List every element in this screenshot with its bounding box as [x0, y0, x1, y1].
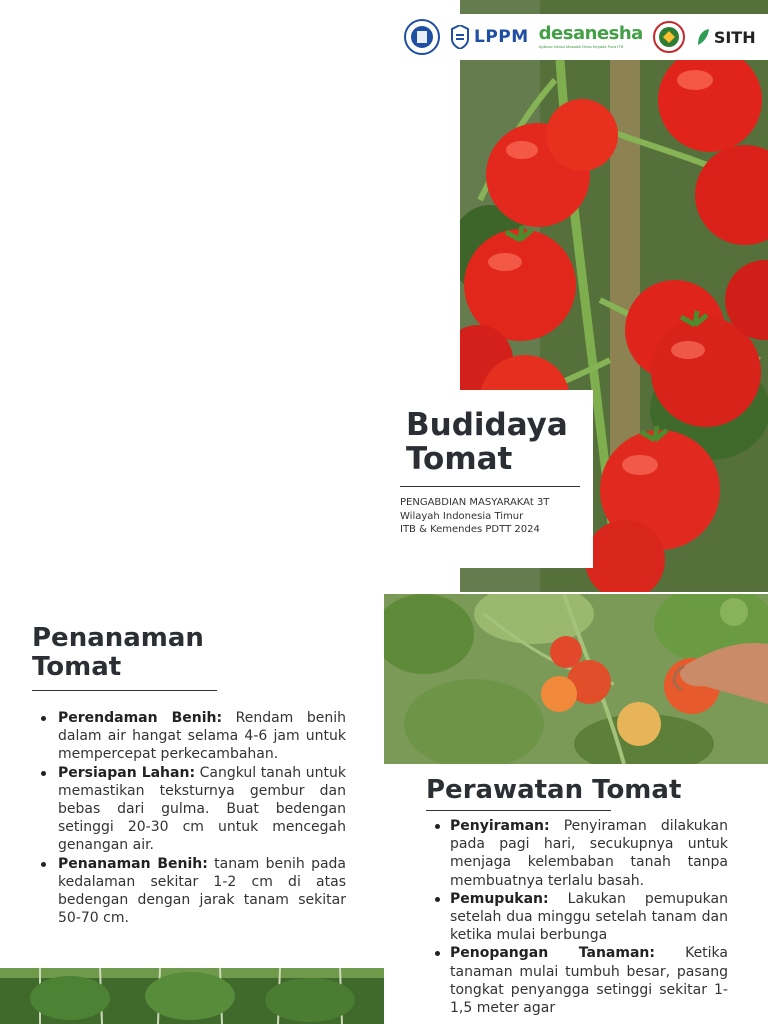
itb-seal-logo: [404, 19, 440, 55]
sith-leaf-icon: [695, 27, 711, 47]
list-item-text: tanam benih pada kedalaman sekitar 1-2 cm di atas bedengan dengan jarak tanam sekitar 50-70 cm.: [58, 855, 346, 927]
lppm-emblem-icon: [450, 25, 470, 49]
list-item-label: Penyiraman:: [450, 818, 550, 834]
list-item-text: Rendam benih dalam air hangat selama 4-6 jam untuk mempercepat perkecambahan.: [58, 710, 347, 763]
perawatan-section: [426, 774, 728, 1017]
desanesha-logo-tagline: Aplikasi Inklusi Masalah Desa Kepada Para ITB: [538, 44, 624, 49]
list-item: [426, 817, 728, 890]
penanaman-heading: [32, 624, 346, 682]
field-photo: [0, 968, 384, 1024]
list-item: [32, 855, 346, 928]
page-title-line1: Budidaya: [406, 407, 568, 443]
list-item-label: Penanaman Benih:: [58, 855, 208, 872]
list-item-text: Penyiraman dilakukan pada pagi hari, secukupnya untuk menjaga kelembaban tanah tanpa membuatnya terlalu basah.: [450, 818, 728, 889]
partner-emblem-logo: [653, 21, 685, 53]
penanaman-divider: [32, 690, 217, 691]
penanaman-section: [32, 624, 346, 927]
subtitle-line1: PENGABDIAN MASYARAKAt 3T: [400, 497, 550, 508]
perawatan-divider: [426, 810, 611, 811]
desanesha-logo: [539, 25, 643, 49]
harvest-photo: [384, 594, 768, 764]
subtitle-line2: Wilayah Indonesia Timur: [400, 510, 524, 522]
lppm-logo: [450, 25, 529, 49]
list-item-label: Penopangan Tanaman:: [450, 945, 655, 962]
list-item-label: Perendaman Benih:: [58, 710, 223, 726]
lppm-logo-text: LPPM: [474, 27, 529, 47]
penanaman-list: [32, 709, 346, 927]
page-title-line2: Tomat: [406, 441, 513, 477]
desanesha-logo-text: desanesha: [538, 23, 643, 44]
title-subtitle: [400, 496, 585, 537]
penanaman-heading-line1: Penanaman: [32, 623, 204, 653]
penanaman-heading-line2: Tomat: [32, 652, 122, 682]
sith-logo: [695, 27, 756, 47]
list-item-text: Lakukan pemupukan setelah dua minggu setelah tanam dan ketika mulai berbunga: [450, 890, 728, 944]
perawatan-list: [426, 817, 728, 1017]
list-item-text: Ketika tanaman mulai tumbuh besar, pasang tongkat penyangga setinggi sekitar 1-1,5 meter agar: [450, 945, 728, 1017]
logo-strip: [398, 14, 768, 60]
list-item: [426, 944, 728, 1017]
list-item: [32, 764, 346, 855]
subtitle-line3: ITB & Kemendes PDTT 2024: [400, 524, 540, 535]
perawatan-heading: Perawatan Tomat: [426, 775, 682, 805]
title-divider: [400, 486, 580, 487]
list-item-text: Cangkul tanah untuk memastikan teksturnya gembur dan bebas dari gulma. Buat bedengan setinggi 20-30 cm untuk mencegah genangan air.: [58, 764, 346, 854]
tomato-field-illustration: [0, 968, 384, 1024]
title-card: [392, 390, 593, 568]
list-item: [32, 709, 346, 764]
sith-logo-text: SITH: [713, 27, 756, 47]
list-item: [426, 890, 728, 945]
list-item-label: Pemupukan:: [450, 890, 549, 907]
hand-picking-tomatoes-illustration: [384, 594, 768, 764]
page-title: [406, 408, 585, 476]
list-item-label: Persiapan Lahan:: [58, 764, 196, 781]
